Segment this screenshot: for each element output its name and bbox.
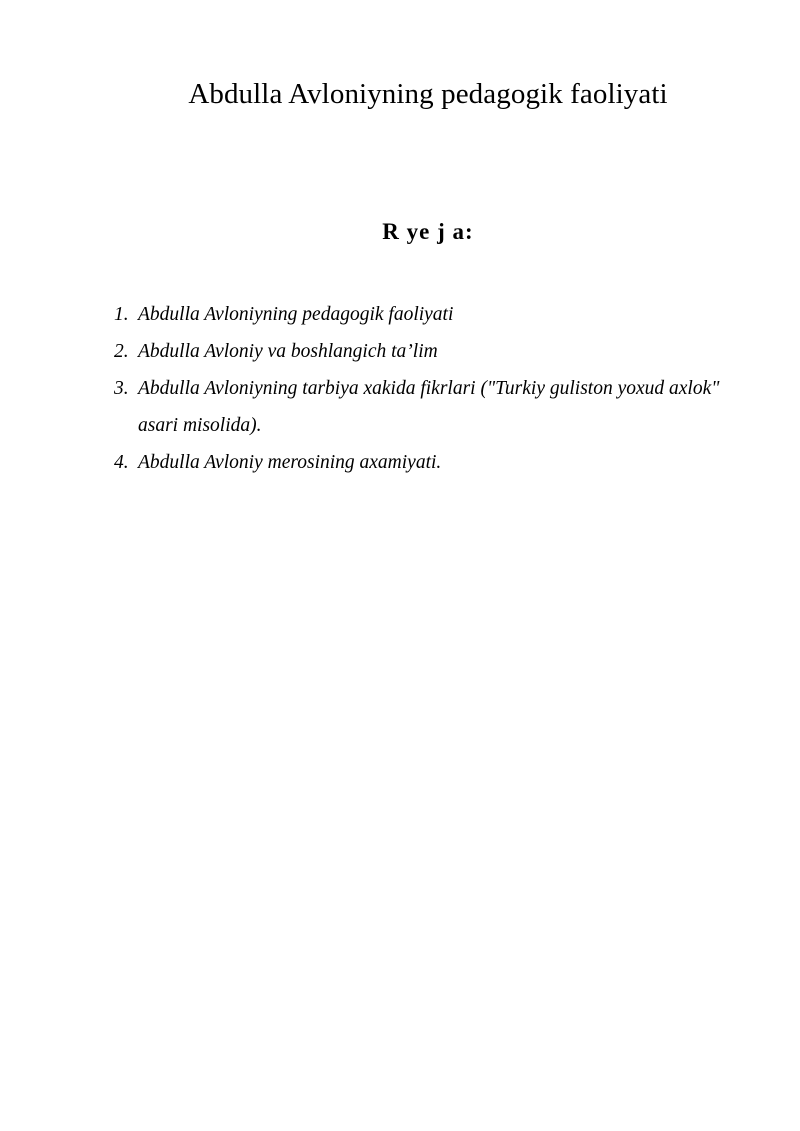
plan-item-number: 2. xyxy=(114,341,129,362)
plan-heading: R ye j a: xyxy=(382,219,474,244)
plan-item-3 xyxy=(114,370,744,444)
plan-item-text: Abdulla Avloniyning pedagogik faoliyati xyxy=(138,304,454,325)
plan-item-text: Abdulla Avloniyning tarbiya xakida fikrlari ("Turkiy guliston yoxud axlok" asari misolida). xyxy=(138,378,720,436)
plan-list xyxy=(114,296,744,481)
plan-item-number: 4. xyxy=(114,452,129,473)
plan-item-number: 1. xyxy=(114,304,129,325)
document-title: Abdulla Avloniyning pedagogik faoliyati xyxy=(188,78,668,110)
plan-item-text: Abdulla Avloniy merosining axamiyati. xyxy=(138,452,442,473)
plan-item-number: 3. xyxy=(114,378,129,399)
plan-item-1 xyxy=(114,296,744,333)
plan-item-text: Abdulla Avloniy va boshlangich ta’lim xyxy=(138,341,438,362)
plan-item-2 xyxy=(114,333,744,370)
plan-item-4 xyxy=(114,444,744,481)
